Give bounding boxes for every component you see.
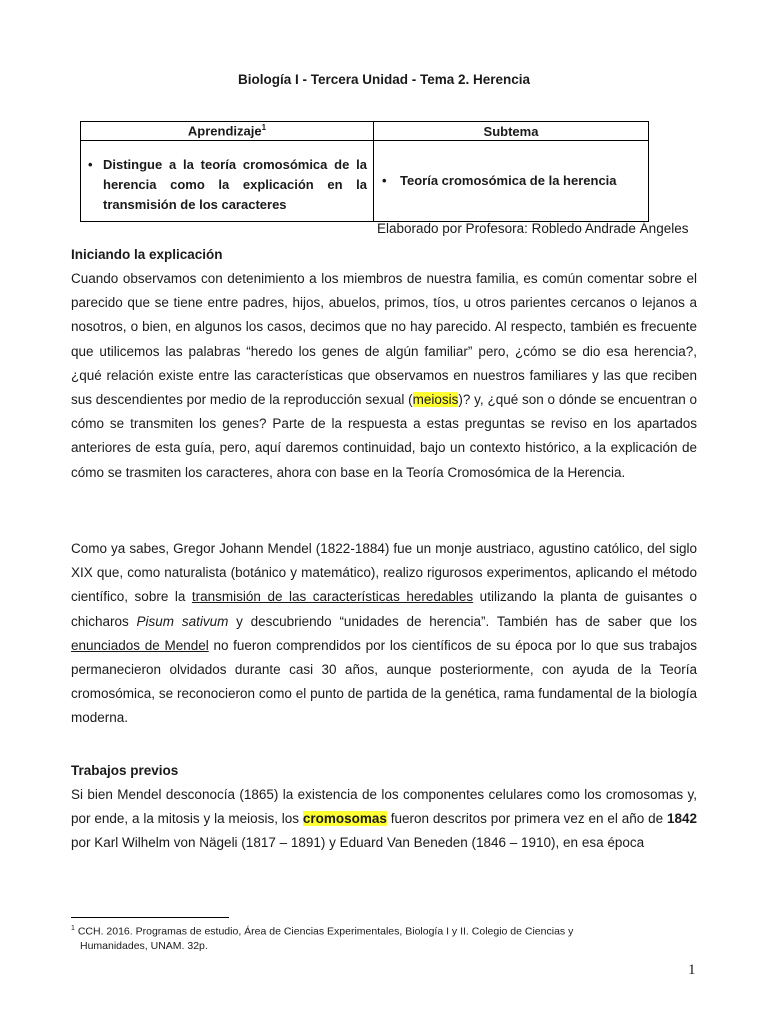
list-item [81,141,373,215]
paragraph-text: no fueron comprendidos por los científicos de su época por lo que sus trabajos permanecieron olvidados durante casi 30 años, aunque posteriormente, con ayuda de la Teoría cromosómica, se reconocieron como el punto de partida de la genética, rama fundamental de la biología moderna. [71,637,698,726]
objectives-table [80,121,649,222]
paragraph-text: por Karl Wilhelm von Nägeli (1817 – 1891) y Eduard Van Beneden (1846 – 1910), en esa época [71,835,645,851]
underlined-term: transmisión de las características heredables [191,589,474,605]
highlighted-term-cromosomas: cromosomas [302,811,387,827]
author-line: Elaborado por Profesora: Robledo Andrade Ángeles [377,221,689,236]
footnote-line [71,922,671,939]
paragraph-text: Cuando observamos con detenimiento a los miembros de nuestra familia, es común comentar sobre el parecido que se tiene entre padres, hijos, abuelos, primos, tíos, u otros parientes cercanos o lejanos a nosotros, o bien, en algunos los casos, decimos que no hay parecido. Al respecto, también es frecuente que utilicemos las palabras “heredo los genes de algún familiar” pero, ¿cómo se dio esa herencia?, ¿qué relación existe entre las características que observamos en nuestros familiares y las que reciben sus descendientes por medio de la reproducción sexual ( [71,271,697,408]
footnote-text: CCH. 2016. Programas de estudio, Área de Ciencias Experimentales, Biología I y II. Colegio de Ciencias y [74,925,574,938]
aprendizaje-text: Distingue a la teoría cromosómica de la herencia como la explicación en la transmisión de los caracteres [103,157,367,212]
bullet-icon: • [382,173,387,188]
table-header-row [81,122,649,141]
aprendizaje-header [81,122,374,141]
table-row [81,141,649,222]
paragraph-text: y descubriendo “unidades de herencia”. También has de saber que los [228,613,698,629]
paragraph-text: utilizando la planta de guisantes o chicharos [71,589,697,629]
paragraph-text: Si bien Mendel desconocía (1865) la existencia de los componentes celulares como los cromosomas y, por ende, a la mitosis y la meiosis, los [71,787,697,827]
list-item [374,141,648,191]
paragraph-trabajos [71,783,697,856]
aprendizaje-header-label: Aprendizaje [187,123,262,139]
document-title: Biología I - Tercera Unidad - Tema 2. Herencia [237,72,531,87]
subtema-header: Subtema [374,122,649,141]
paragraph-mendel [71,537,697,731]
footnote-continuation: Humanidades, UNAM. 32p. [80,939,208,952]
italic-species-name: Pisum sativum [136,613,229,629]
paragraph-text: fueron descritos por primera vez en el año de [386,811,667,827]
footnote-ref: 1 [261,123,267,133]
footnote-divider [71,917,229,918]
aprendizaje-cell [81,141,374,222]
section-heading-trabajos: Trabajos previos [71,763,179,778]
bold-year: 1842 [666,811,697,827]
page-number: 1 [688,962,696,978]
highlighted-term-meiosis: meiosis [412,392,459,408]
paragraph-text: Como ya sabes, Gregor Johann Mendel (1822-1884) fue un monje austriaco, agustino católico, del siglo XIX que, como naturalista (botánico y matemático), realizo rigurosos experimentos, aplicando el método científico, sobre la [71,541,697,605]
subtema-cell [374,141,649,222]
section-heading-iniciando: Iniciando la explicación [71,247,223,262]
paragraph-intro [71,267,697,485]
paragraph-text: )? y, ¿qué son o dónde se encuentran o cómo se transmiten los genes? Parte de la respuesta a estas preguntas se reviso en los apartados anteriores de esta guía, pero, aquí daremos continuidad, bajo un contexto histórico, a la explicación de cómo se trasmiten los caracteres, ahora con base en la Teoría Cromosómica de la Herencia. [71,392,697,480]
subtema-text: Teoría cromosómica de la herencia [400,173,617,188]
underlined-term: enunciados de Mendel [71,637,209,653]
footnote [71,922,671,953]
footnote-marker: 1 [71,925,75,932]
bullet-icon: • [88,157,93,172]
